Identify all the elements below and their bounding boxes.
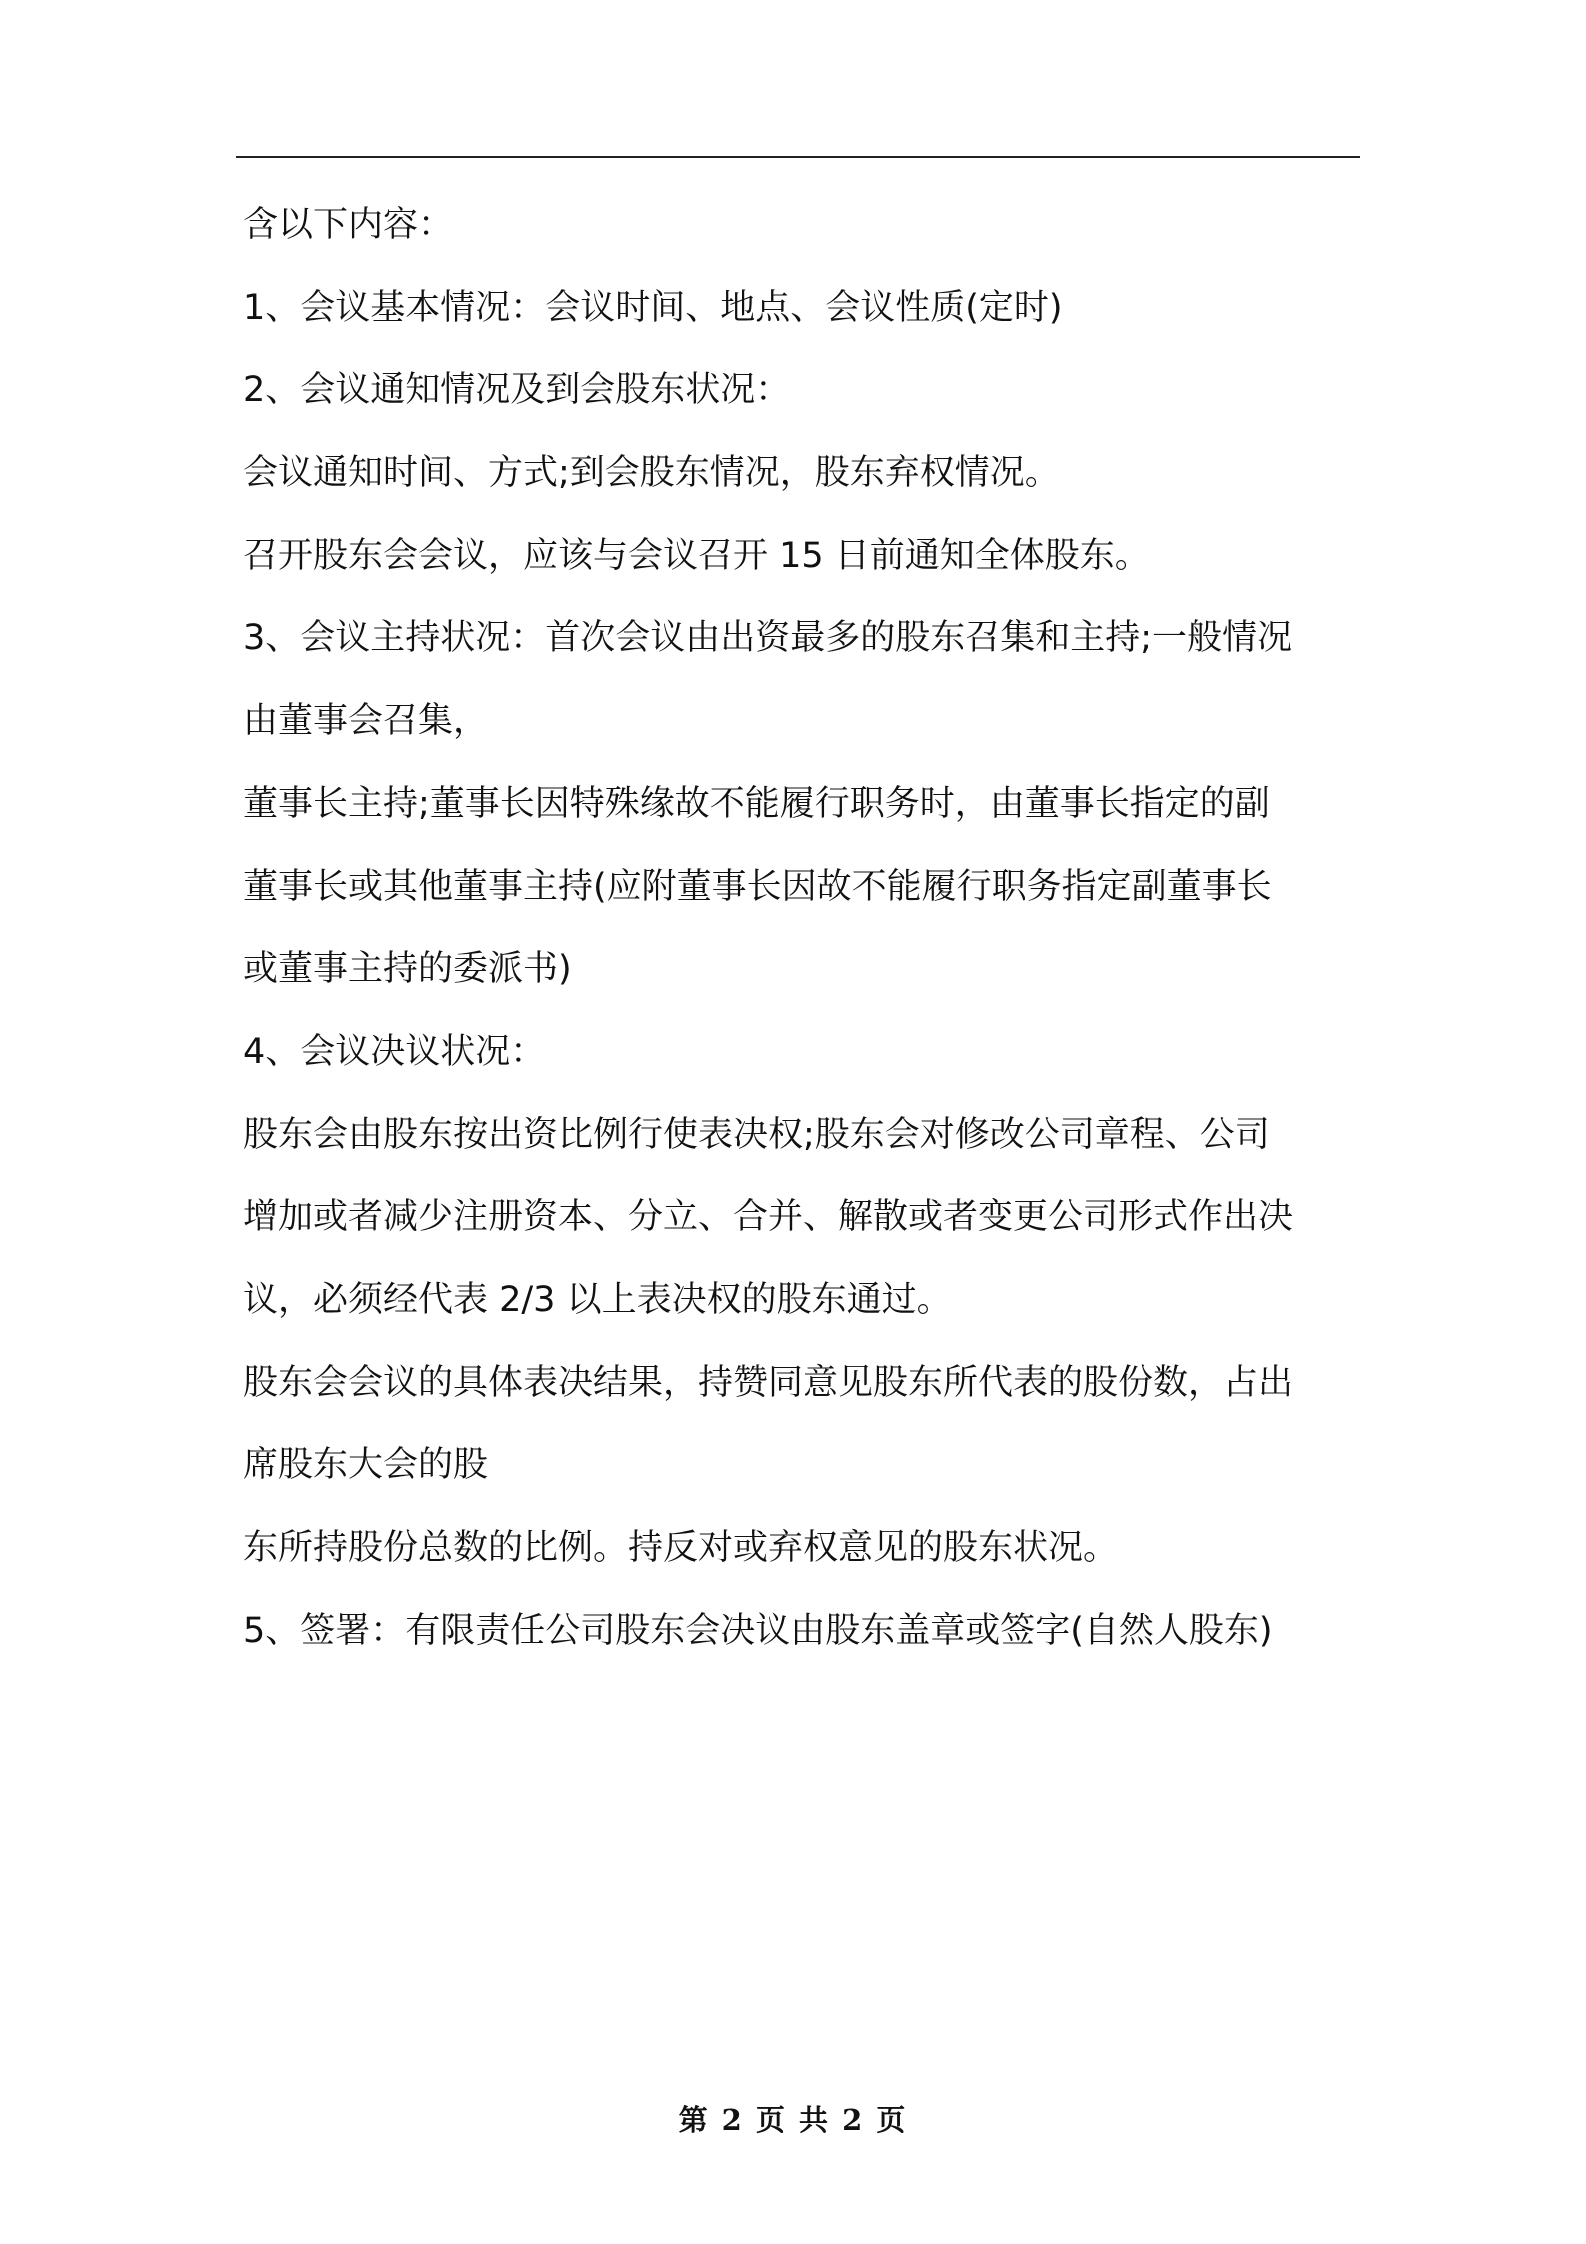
text-line: 议，必须经代表 2/3 以上表决权的股东通过。 [243,1280,952,1320]
text-line: 或董事主持的委派书) [243,949,572,989]
text-line: 股东会会议的具体表决结果，持赞同意见股东所代表的股份数，占出 [243,1363,1294,1403]
text-line: 席股东大会的股 [243,1445,489,1485]
text-line: 含以下内容： [243,205,454,245]
text-line: 2、会议通知情况及到会股东状况： [243,370,791,410]
page-number: 第 2 页 共 2 页 [678,2103,908,2137]
text-line: 3、会议主持状况：首次会议由出资最多的股东召集和主持;一般情况 [243,618,1293,658]
text-line: 东所持股份总数的比例。持反对或弃权意见的股东状况。 [243,1528,1119,1568]
text-line: 由董事会召集， [243,701,489,741]
text-line: 增加或者减少注册资本、分立、合并、解散或者变更公司形式作出决 [243,1197,1294,1237]
text-line: 股东会由股东按出资比例行使表决权;股东会对修改公司章程、公司 [243,1115,1270,1155]
text-line: 4、会议决议状况： [243,1032,546,1072]
header-rule [236,156,1360,158]
text-line: 董事长或其他董事主持(应附董事长因故不能履行职务指定副董事长 [243,867,1272,907]
text-line: 会议通知时间、方式;到会股东情况，股东弃权情况。 [243,453,1060,493]
text-line: 召开股东会会议，应该与会议召开 15 日前通知全体股东。 [243,536,1150,576]
text-line: 1、会议基本情况：会议时间、地点、会议性质(定时) [243,288,1063,328]
text-line: 5、签署：有限责任公司股东会决议由股东盖章或签字(自然人股东) [243,1611,1273,1651]
text-line: 董事长主持;董事长因特殊缘故不能履行职务时，由董事长指定的副 [243,784,1270,824]
